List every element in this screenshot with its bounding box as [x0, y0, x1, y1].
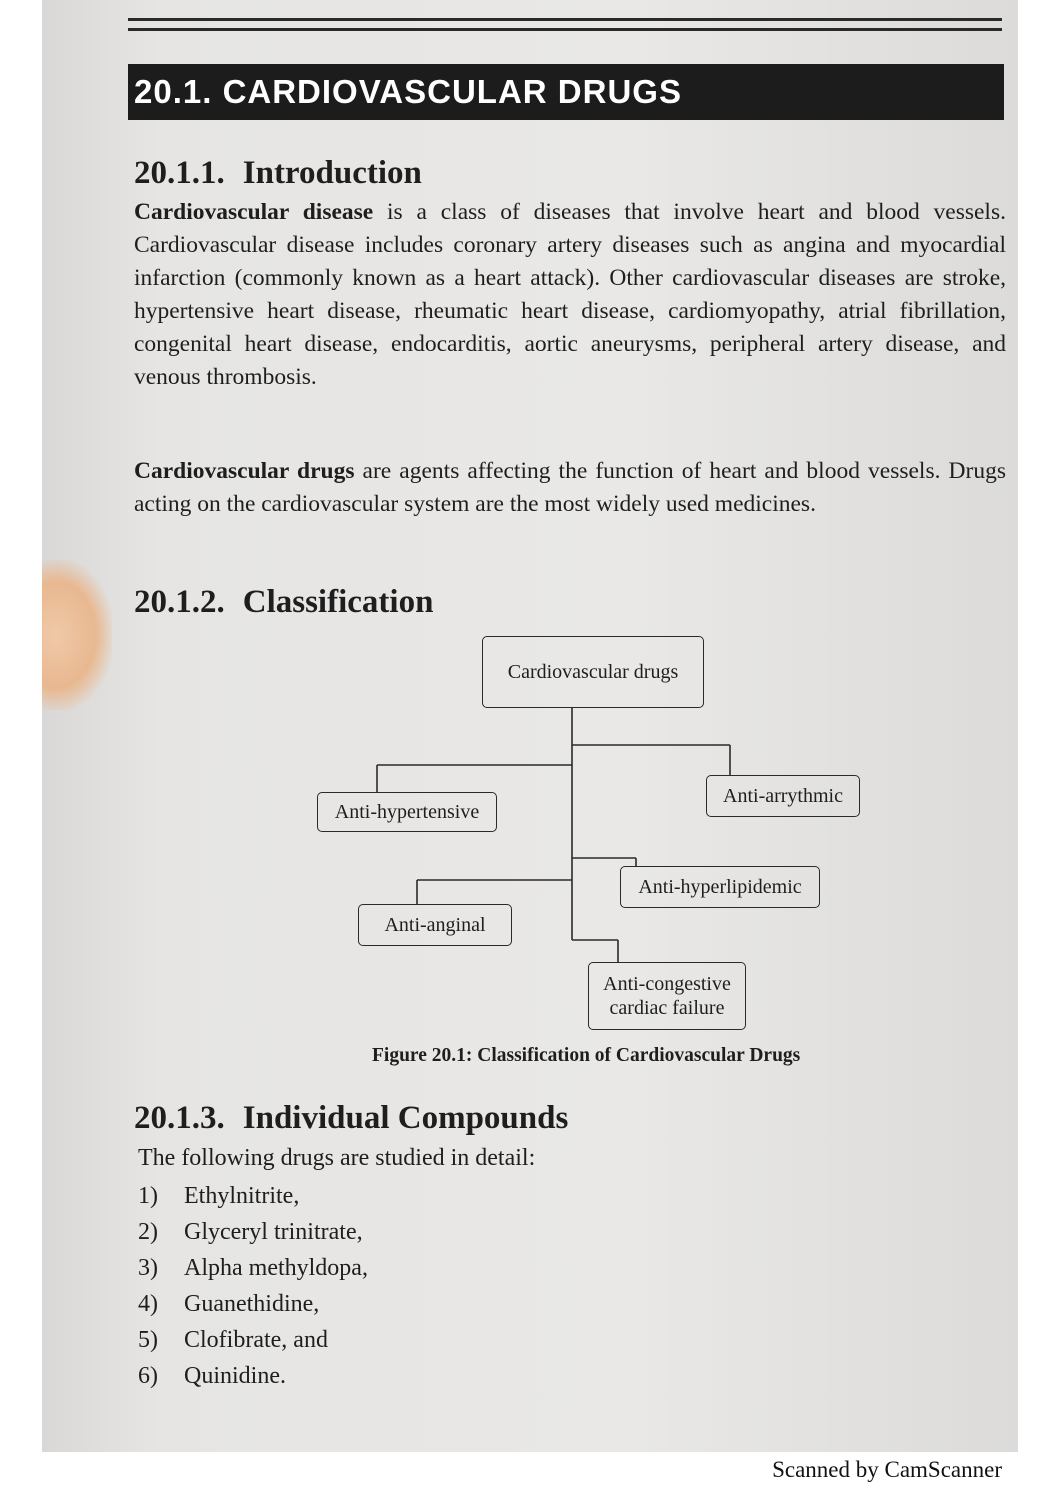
- list-number: 3): [138, 1255, 158, 1281]
- classification-title: Classification: [242, 584, 434, 620]
- list-number: 4): [138, 1291, 158, 1317]
- compounds-intro: The following drugs are studied in detail:: [138, 1145, 536, 1171]
- node-label-line: cardiac failure: [609, 997, 725, 1019]
- scanned-page: [42, 0, 1018, 1452]
- introduction-title: Introduction: [242, 155, 422, 191]
- list-number: 2): [138, 1219, 158, 1245]
- list-item: [138, 1358, 368, 1394]
- introduction-number: 20.1.1.: [134, 155, 225, 191]
- node-label-line: Anti-congestive: [603, 973, 731, 995]
- compounds-heading: [134, 1100, 568, 1137]
- list-item: [138, 1214, 368, 1250]
- list-item: [138, 1322, 368, 1358]
- list-number: 5): [138, 1327, 158, 1353]
- list-item: [138, 1286, 368, 1322]
- paragraph-text: are agents affecting the function of heart and blood vessels. Drugs acting on the cardiovascular system are the most widely used medicines.: [134, 458, 1006, 517]
- node-anti-congestive-cardiac-failure: [588, 962, 746, 1030]
- list-text: Alpha methyldopa,: [184, 1255, 368, 1281]
- list-item: [138, 1250, 368, 1286]
- list-text: Clofibrate, and: [184, 1327, 328, 1353]
- list-text: Glyceryl trinitrate,: [184, 1219, 363, 1245]
- camscanner-watermark: Scanned by CamScanner: [772, 1457, 1002, 1482]
- compounds-number: 20.1.3.: [134, 1100, 225, 1136]
- node-anti-hypertensive: Anti-hypertensive: [317, 792, 497, 832]
- section-heading: 20.1. CARDIOVASCULAR DRUGS: [128, 64, 1004, 120]
- term-cardiovascular-disease: Cardiovascular disease: [134, 199, 374, 225]
- list-item: [138, 1178, 368, 1214]
- term-cardiovascular-drugs: Cardiovascular drugs: [134, 458, 355, 484]
- figure-caption: Figure 20.1: Classification of Cardiovascular Drugs: [372, 1045, 801, 1066]
- list-text: Quinidine.: [184, 1363, 286, 1389]
- list-text: Ethylnitrite,: [184, 1183, 300, 1209]
- compounds-list: [138, 1178, 368, 1394]
- classification-connectors: [42, 0, 1018, 1100]
- classification-number: 20.1.2.: [134, 584, 225, 620]
- node-anti-anginal: Anti-anginal: [358, 904, 512, 946]
- list-number: 1): [138, 1183, 158, 1209]
- node-anti-hyperlipidemic: Anti-hyperlipidemic: [620, 866, 820, 908]
- list-text: Guanethidine,: [184, 1291, 320, 1317]
- compounds-title: Individual Compounds: [242, 1100, 569, 1136]
- list-number: 6): [138, 1363, 158, 1389]
- node-anti-arrythmic: Anti-arrythmic: [706, 775, 860, 817]
- paragraph-text: is a class of diseases that involve heart and blood vessels. Cardiovascular disease includes coronary artery diseases such as angina and myocardial infarction (commonly known as a heart attack). Other cardiovascular diseases are stroke, hypertensive heart disease, rheumatic heart disease, cardiomyopathy, atrial fibrillation, congenital heart disease, endocarditis, aortic aneurysms, peripheral artery disease, and venous thrombosis.: [134, 199, 1006, 390]
- node-cardiovascular-drugs: Cardiovascular drugs: [482, 636, 704, 708]
